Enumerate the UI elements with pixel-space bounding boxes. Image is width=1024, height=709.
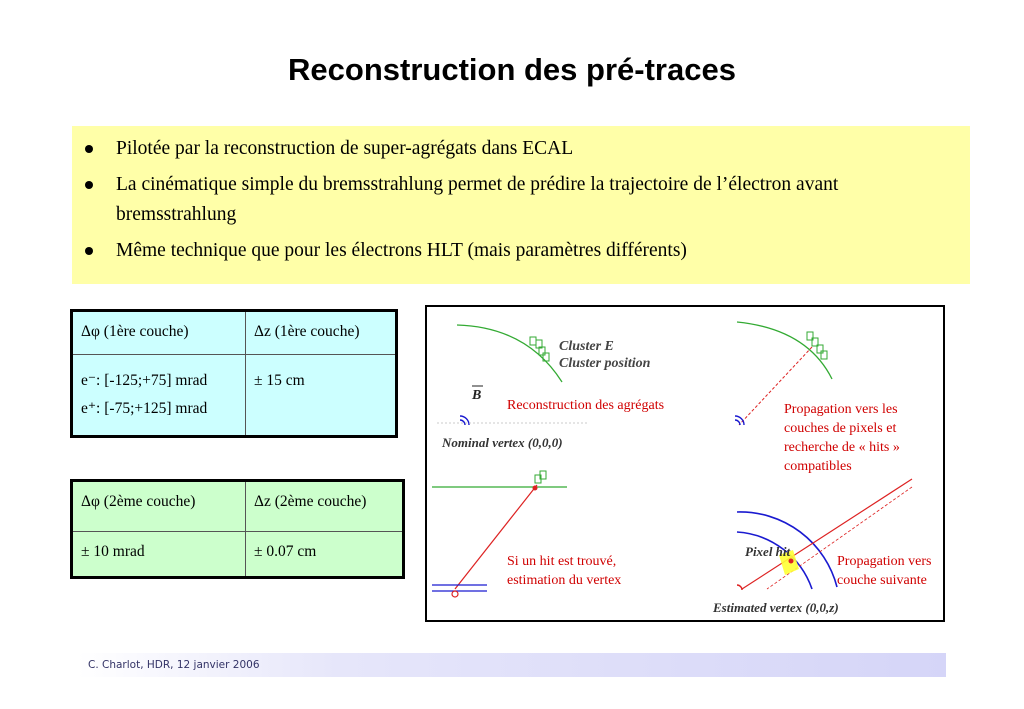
first-layer-table [70,309,398,438]
pixel-layer-arc [737,532,812,589]
caption-line: estimation du vertex [507,573,622,588]
table-cell: ± 10 mrad [72,532,246,578]
caption-line: Propagation vers [837,554,932,569]
cluster-position-label: Cluster position [559,356,651,371]
slide-title: Reconstruction des pré-traces [288,52,736,87]
bullet-dot-icon [85,145,93,153]
pretrace-figure [425,305,945,622]
caption-panel3 [507,552,621,590]
cluster-e-label: Cluster E [559,339,614,354]
table-cell: ± 15 cm [246,355,397,437]
b-field-label: B [472,388,482,403]
bullet-text: Même technique que pour les électrons HLT (mais paramètres différents) [116,240,687,261]
cluster-crystals [535,471,546,483]
estimated-vertex-label: Estimated vertex (0,0,z) [713,600,839,615]
cell-line: e⁻: [-125;+75] mrad [81,372,208,389]
bullet-text: La cinématique simple du bremsstrahlung permet de prédire la trajectoire de l’électron avant bremsstrahlung [116,174,839,225]
caption-line: Si un hit est trouvé, [507,554,617,569]
bullet-box [72,126,970,284]
table-header-cell: Δφ (2ème couche) [72,481,246,532]
nominal-vertex-label: Nominal vertex (0,0,0) [442,435,563,450]
caption-line: couche suivante [837,573,927,588]
caption-line: compatibles [784,459,852,474]
table-header-cell: Δφ (1ère couche) [72,311,246,355]
vertex-pixel-icon [460,416,469,425]
cell-line: e⁺: [-75;+125] mrad [81,400,208,417]
pixel-hit-marker [789,559,794,564]
caption-panel4 [837,552,931,590]
table-header-cell: Δz (2ème couche) [246,481,404,532]
vertex-marker [737,585,742,590]
footer: C. Charlot, HDR, 12 janvier 2006 [78,653,946,677]
bullet-text: Pilotée par la reconstruction de super-agrégats dans ECAL [116,138,574,159]
bullet-item [82,170,960,230]
pixel-hit-label: Pixel hit [745,544,791,559]
bullet-item [82,134,960,164]
table-cell: ± 0.07 cm [246,532,404,578]
cluster-crystals [807,332,827,359]
caption-line: Propagation vers les [784,402,898,417]
caption-panel2 [784,400,900,476]
caption-line: couches de pixels et [784,421,897,436]
bullet-dot-icon [85,247,93,255]
bullet-item [82,236,960,266]
ecal-arc [737,322,832,379]
caption-line: recherche de « hits » [784,440,900,455]
bullet-dot-icon [85,181,93,189]
second-layer-table [70,479,405,579]
cluster-position-marker [533,486,538,491]
caption-panel1: Reconstruction des agrégats [507,398,665,413]
vertex-pixel-icon [735,416,744,425]
table-cell [72,355,246,437]
table-header-cell: Δz (1ère couche) [246,311,397,355]
vertex-marker [452,591,458,597]
